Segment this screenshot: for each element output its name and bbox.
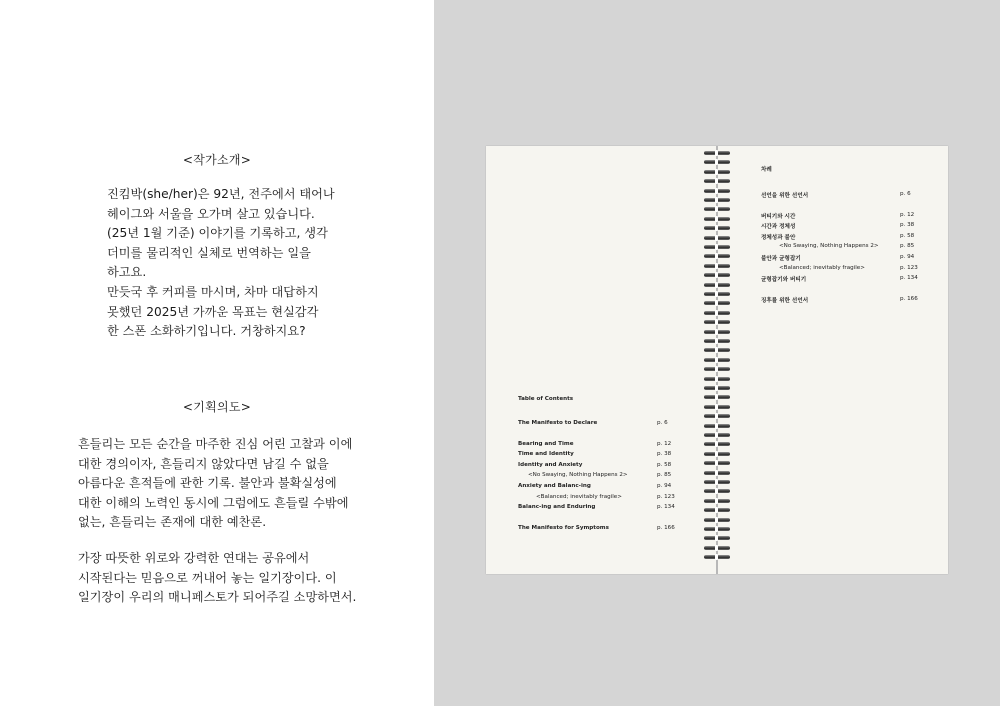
toc-entry bbox=[518, 525, 678, 536]
spiral-coil bbox=[704, 282, 730, 288]
spiral-coil bbox=[704, 253, 730, 259]
toc-label: 징후를 위한 선언서 bbox=[761, 297, 809, 304]
spiral-coil bbox=[704, 404, 730, 410]
intent-line: 시작된다는 믿음으로 꺼내어 놓는 일기장이다. 이 bbox=[78, 570, 337, 585]
author-line: 진킴박(she/her)은 92년, 전주에서 태어나 bbox=[107, 187, 335, 201]
author-line: (25년 1월 기준) 이야기를 기록하고, 생각 bbox=[107, 226, 328, 241]
toc-entry bbox=[761, 254, 921, 265]
toc-page: p. 85 bbox=[657, 472, 672, 479]
toc-label: <Balanced; inevitably fragile> bbox=[536, 493, 622, 500]
toc-entry bbox=[518, 494, 678, 505]
toc-label: The Manifesto to Declare bbox=[518, 420, 598, 426]
toc-page: p. 12 bbox=[657, 440, 672, 447]
spiral-coil bbox=[704, 188, 730, 194]
spiral-coil bbox=[704, 441, 730, 447]
spiral-coil bbox=[704, 178, 730, 184]
spiral-binding bbox=[704, 150, 730, 570]
spiral-coil bbox=[704, 300, 730, 306]
spiral-coil bbox=[704, 310, 730, 316]
toc-label: Balanc-ing and Enduring bbox=[518, 504, 596, 511]
author-line: 하고요. bbox=[107, 265, 147, 280]
intent-heading: <기획의도> bbox=[182, 400, 252, 414]
spiral-coil bbox=[704, 225, 730, 231]
spiral-coil bbox=[704, 545, 730, 551]
intent-line: 없는, 흔들리는 존재에 대한 예찬론. bbox=[78, 515, 267, 530]
toc-entry bbox=[518, 504, 678, 515]
spiral-coil bbox=[704, 498, 730, 504]
toc-page: p. 123 bbox=[657, 493, 675, 500]
toc-label: The Manifesto for Symptoms bbox=[518, 524, 609, 531]
author-line: 한 스폰 소화하기입니다. 거창하지요? bbox=[107, 324, 306, 339]
spiral-coil bbox=[704, 216, 730, 222]
toc-label: 시간과 정체성 bbox=[761, 224, 796, 231]
spiral-coil bbox=[704, 517, 730, 523]
toc-page: p. 38 bbox=[657, 451, 672, 458]
spiral-coil bbox=[704, 263, 730, 269]
toc-entry bbox=[761, 243, 921, 254]
author-line: 못했던 2025년 가까운 목표는 현실감각 bbox=[107, 304, 319, 319]
toc-page: p. 6 bbox=[657, 420, 668, 426]
toc-label: Identity and Anxiety bbox=[518, 461, 583, 468]
text-panel bbox=[0, 0, 434, 706]
toc-page: p. 6 bbox=[900, 191, 911, 197]
toc-label: 선언을 위한 선언서 bbox=[761, 193, 809, 199]
toc-label: 균형잡기와 버티기 bbox=[761, 277, 807, 284]
toc-page: p. 58 bbox=[900, 232, 915, 239]
toc-entry bbox=[518, 483, 678, 494]
toc-entry bbox=[761, 275, 921, 286]
spiral-coil bbox=[704, 394, 730, 400]
intent-line: 가장 따뜻한 위로와 강력한 연대는 공유에서 bbox=[78, 551, 310, 565]
spiral-coil bbox=[704, 488, 730, 494]
toc-page: p. 12 bbox=[900, 211, 915, 218]
toc-page: p. 85 bbox=[900, 243, 915, 250]
toc-page: p. 58 bbox=[657, 461, 672, 468]
spiral-coil bbox=[704, 460, 730, 466]
intent-line: 대한 이해의 노력인 동시에 그럼에도 흔들릴 수밖에 bbox=[78, 495, 349, 510]
toc-page: p. 166 bbox=[657, 524, 675, 531]
spiral-coil bbox=[704, 272, 730, 278]
toc-entry bbox=[518, 462, 678, 473]
toc-label: 정체성과 불안 bbox=[761, 234, 796, 241]
author-line: 헤이그와 서울을 오가며 살고 있습니다. bbox=[107, 206, 315, 221]
spiral-coil bbox=[704, 507, 730, 513]
toc-label: <No Swaying, Nothing Happens 2> bbox=[779, 243, 879, 250]
spiral-coil bbox=[704, 535, 730, 541]
intent-line: 대한 경의이자, 흔들리지 않았다면 남길 수 없을 bbox=[78, 456, 329, 471]
spiral-coil bbox=[704, 291, 730, 297]
toc-label: Time and Identity bbox=[518, 451, 574, 458]
toc-english-title: Table of Contents bbox=[518, 396, 574, 402]
toc-label: Bearing and Time bbox=[518, 440, 574, 447]
spiral-coil bbox=[704, 385, 730, 391]
toc-korean bbox=[761, 165, 921, 306]
intent-line: 흔들리는 모든 순간을 마주한 진심 어린 고찰과 이에 bbox=[78, 437, 353, 451]
spiral-coil bbox=[704, 169, 730, 175]
toc-page: p. 94 bbox=[657, 482, 672, 489]
spiral-coil bbox=[704, 413, 730, 419]
toc-entry bbox=[518, 420, 678, 431]
spiral-coil bbox=[704, 159, 730, 165]
spiral-coil bbox=[704, 451, 730, 457]
spiral-coil bbox=[704, 319, 730, 325]
spiral-coil bbox=[704, 470, 730, 476]
intent-line: 아름다운 흔적들에 관한 기록. 불안과 불확실성에 bbox=[78, 476, 337, 491]
toc-entry bbox=[518, 451, 678, 462]
author-bio bbox=[107, 185, 335, 342]
spiral-coil bbox=[704, 479, 730, 485]
spiral-coil bbox=[704, 206, 730, 212]
toc-entry bbox=[761, 233, 921, 244]
spiral-coil bbox=[704, 357, 730, 363]
spiral-coil bbox=[704, 554, 730, 560]
toc-entry bbox=[761, 296, 921, 307]
author-line: 더미를 물리적인 실체로 번역하는 일을 bbox=[107, 245, 311, 260]
toc-label: <No Swaying, Nothing Happens 2> bbox=[528, 472, 628, 479]
toc-label: 불안과 균형잡기 bbox=[761, 255, 801, 262]
spiral-coil bbox=[704, 338, 730, 344]
author-heading: <작가소개> bbox=[182, 153, 252, 167]
toc-page: p. 166 bbox=[900, 295, 918, 302]
toc-entry bbox=[761, 212, 921, 223]
spiral-coil bbox=[704, 432, 730, 438]
spiral-coil bbox=[704, 366, 730, 372]
toc-page: p. 134 bbox=[900, 275, 918, 282]
spiral-coil bbox=[704, 423, 730, 429]
toc-page: p. 94 bbox=[900, 253, 915, 260]
toc-page: p. 123 bbox=[900, 264, 918, 271]
toc-entry bbox=[518, 472, 678, 483]
toc-page: p. 134 bbox=[657, 504, 675, 511]
toc-korean-title: 차례 bbox=[761, 167, 772, 173]
intent-line: 일기장이 우리의 매니페스토가 되어주길 소망하면서. bbox=[78, 590, 357, 605]
toc-entry bbox=[761, 191, 921, 202]
spiral-coil bbox=[704, 526, 730, 532]
spiral-coil bbox=[704, 329, 730, 335]
toc-entry bbox=[518, 441, 678, 452]
intent-paragraph-1 bbox=[78, 435, 354, 533]
spiral-coil bbox=[704, 150, 730, 156]
toc-english bbox=[518, 396, 678, 535]
spiral-coil bbox=[704, 197, 730, 203]
spiral-coil bbox=[704, 235, 730, 241]
spiral-coil bbox=[704, 244, 730, 250]
toc-label: Anxiety and Balanc-ing bbox=[518, 482, 591, 489]
spiral-coil bbox=[704, 376, 730, 382]
toc-label: 버티기와 시간 bbox=[761, 213, 796, 220]
author-line: 만듯국 후 커피를 마시며, 차마 대답하지 bbox=[107, 284, 319, 299]
toc-entry bbox=[761, 265, 921, 276]
toc-entry bbox=[761, 222, 921, 233]
spiral-coil bbox=[704, 347, 730, 353]
toc-label: <Balanced; inevitably fragile> bbox=[779, 264, 865, 271]
toc-page: p. 38 bbox=[900, 222, 915, 229]
intent-paragraph-2 bbox=[78, 549, 357, 608]
